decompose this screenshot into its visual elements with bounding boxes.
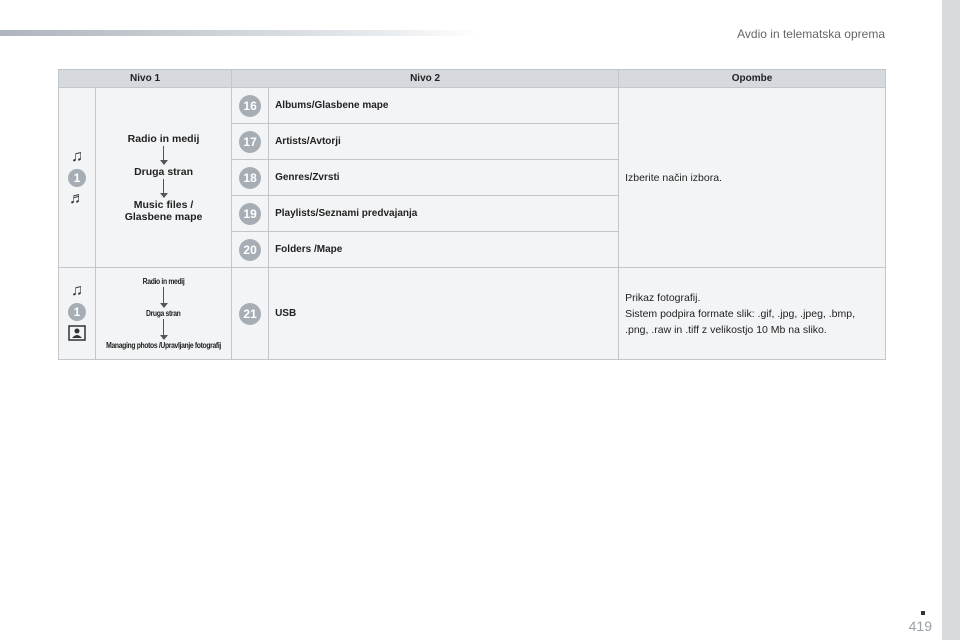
level2-option: Albums/Glasbene mape	[269, 88, 619, 124]
music-note-icon: ♫	[71, 282, 83, 299]
flow-step-radio: Radio in medij	[142, 277, 185, 286]
flow-step-other-side: Druga stran	[146, 309, 181, 318]
step-number: 18	[232, 160, 269, 196]
flow-step-other-side: Druga stran	[134, 165, 193, 178]
column-header-level2: Nivo 2	[232, 70, 619, 88]
level2-option: Playlists/Seznami predvajanja	[269, 196, 619, 232]
table-row	[59, 88, 886, 124]
remark-line: Sistem podpira formate slik: .gif, .jpg, .jpeg, .bmp,	[625, 307, 856, 320]
step-number: 16	[232, 88, 269, 124]
step-number: 20	[232, 232, 269, 268]
level1-flow	[96, 88, 232, 268]
page-marker	[921, 611, 925, 615]
remark-line: Prikaz fotografij.	[625, 291, 701, 304]
navigation-table	[58, 69, 886, 360]
music-notes-icon: ♬	[69, 189, 85, 207]
level1-badge: 1	[68, 169, 86, 187]
column-header-level1: Nivo 1	[59, 70, 232, 88]
step-number: 17	[232, 124, 269, 160]
level1-icons	[59, 88, 96, 268]
table-row	[59, 268, 886, 360]
step-number: 21	[232, 268, 269, 360]
level1-badge: 1	[68, 303, 86, 321]
level2-option: Folders /Mape	[269, 232, 619, 268]
arrow-down-icon	[160, 179, 168, 198]
step-number: 19	[232, 196, 269, 232]
arrow-down-icon	[160, 319, 168, 340]
flow-step-radio: Radio in medij	[127, 132, 200, 145]
level2-option: Artists/Avtorji	[269, 124, 619, 160]
flow-step-music-folders: Glasbene mape	[124, 210, 203, 223]
level2-option: USB	[269, 268, 619, 360]
arrow-down-icon	[160, 146, 168, 165]
table-header-row	[59, 70, 886, 88]
level1-flow	[96, 268, 232, 360]
music-note-icon: ♫	[71, 147, 83, 165]
section-title: Avdio in telematska oprema	[737, 27, 885, 41]
photo-icon	[68, 325, 86, 344]
level2-option: Genres/Zvrsti	[269, 160, 619, 196]
level1-icons	[59, 268, 96, 360]
remark-line: .png, .raw in .tiff z velikostjo 10 Mb na sliko.	[625, 323, 827, 336]
page-number: 419	[908, 618, 932, 634]
remark: Izberite način izbora.	[619, 88, 886, 268]
flow-step-music-files: Music files /	[133, 198, 194, 211]
flow-step-managing-photos: Managing photos /Upravljanje fotografij	[106, 341, 221, 350]
page-edge-strip	[942, 0, 960, 640]
remark	[619, 268, 886, 360]
column-header-remarks: Opombe	[619, 70, 886, 88]
header-decor-bar	[0, 30, 480, 36]
arrow-down-icon	[160, 287, 168, 308]
